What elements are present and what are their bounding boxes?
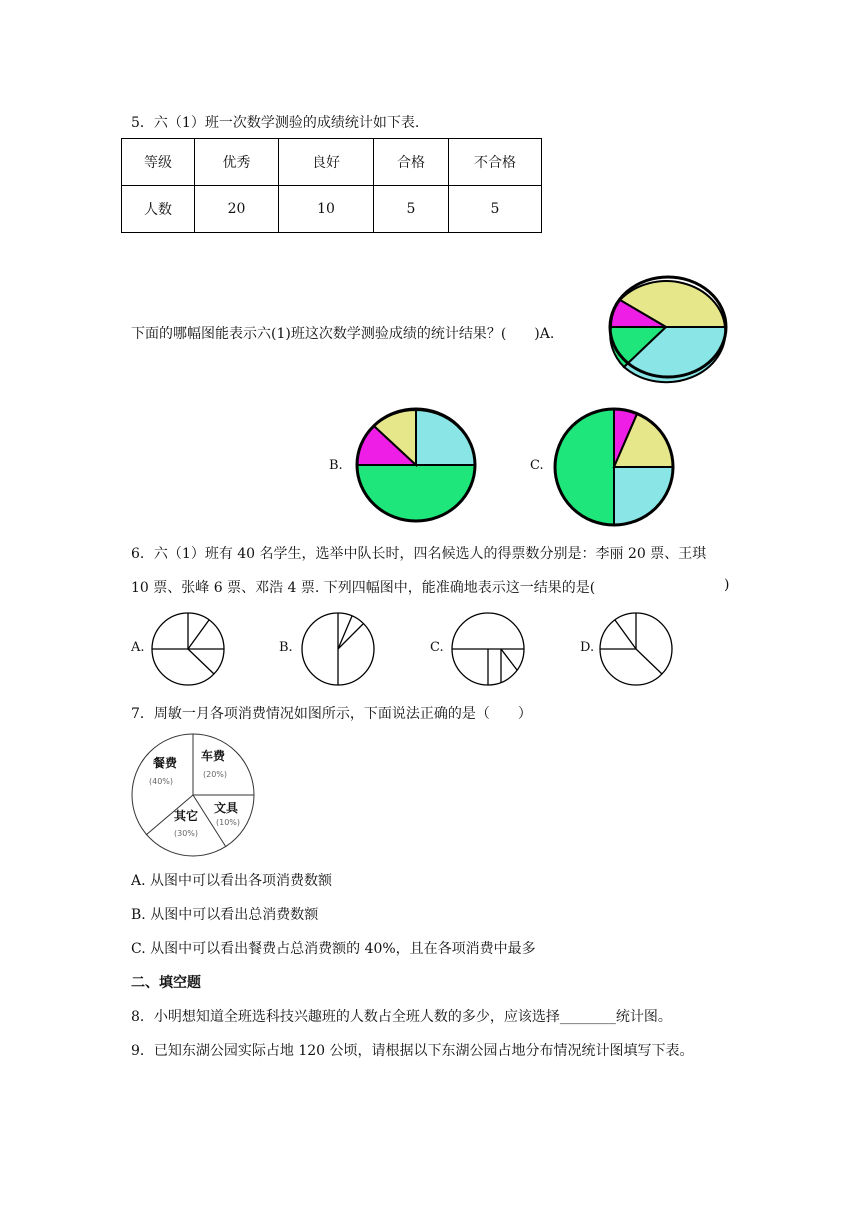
q7-question: 7．周敏一月各项消费情况如图所示，下面说法正确的是（ ） xyxy=(131,706,532,722)
q5-score-table xyxy=(121,138,542,233)
q6-option-d-label: D. xyxy=(580,640,595,655)
q7-label-chefei: 车费 xyxy=(201,749,226,763)
q6-option-c-label: C. xyxy=(430,640,444,655)
table-header-cell: 良好 xyxy=(279,139,374,186)
pie-b-green-slice xyxy=(357,465,475,521)
q7-pct-wenju: (10%) xyxy=(216,818,241,827)
pie-c-green-slice xyxy=(555,409,614,525)
section-heading: 二、填空题 xyxy=(131,975,201,991)
q6-pie-b xyxy=(301,612,377,688)
q8-question: 8．小明想知道全班选科技兴趣班的人数占全班人数的多少，应该选择________统计图。 xyxy=(131,1009,672,1025)
table-cell: 5 xyxy=(449,186,542,233)
q7-choice-a: A. 从图中可以看出各项消费数额 xyxy=(131,873,333,889)
table-cell: 20 xyxy=(195,186,279,233)
table-row xyxy=(122,186,542,233)
q9-question: 9．已知东湖公园实际占地 120 公顷，请根据以下东湖公园占地分布情况统计图填写下表。 xyxy=(131,1043,694,1059)
q6-pie-c xyxy=(451,612,527,688)
table-header-cell: 不合格 xyxy=(449,139,542,186)
q5-question: 5．六（1）班一次数学测验的成绩统计如下表. xyxy=(131,115,420,131)
table-cell: 10 xyxy=(279,186,374,233)
q7-label-wenju: 文具 xyxy=(214,801,239,815)
q6-line1: 6．六（1）班有 40 名学生，选举中队长时，四名候选人的得票数分别是：李丽 20 票、王琪 xyxy=(131,546,707,562)
table-header-cell: 合格 xyxy=(374,139,449,186)
q7-label-qita: 其它 xyxy=(174,809,199,823)
q5-option-b-label: B. xyxy=(329,458,343,473)
q7-choice-b: B. 从图中可以看出总消费数额 xyxy=(131,907,319,923)
q6-pie-d xyxy=(599,612,675,688)
table-row xyxy=(122,139,542,186)
table-cell: 5 xyxy=(374,186,449,233)
q5-pie-c xyxy=(555,409,675,529)
table-header-cell: 等级 xyxy=(122,139,195,186)
q5-pie-b xyxy=(357,409,477,529)
q7-pct-chefei: (20%) xyxy=(203,770,228,779)
q5-option-c-label: C. xyxy=(530,458,544,473)
q7-pct-qita: (30%) xyxy=(174,829,199,838)
q6-line2: 10 票、张峰 6 票、邓浩 4 票. 下列四幅图中，能准确地表示这一结果的是( xyxy=(131,580,596,596)
q7-label-canfei: 餐费 xyxy=(153,756,178,770)
q6-option-a-label: A. xyxy=(131,640,145,655)
q5-prompt: 下面的哪幅图能表示六(1)班这次数学测验成绩的统计结果？( )A. xyxy=(131,326,555,342)
q6-pie-a xyxy=(151,612,227,688)
table-header-cell: 优秀 xyxy=(195,139,279,186)
q6-line2-end: ) xyxy=(724,577,730,593)
q7-choice-c: C. 从图中可以看出餐费占总消费额的 40%，且在各项消费中最多 xyxy=(131,941,536,957)
q7-expense-pie xyxy=(131,737,256,857)
q5-pie-a xyxy=(610,280,730,400)
q7-pct-canfei: (40%) xyxy=(149,777,174,786)
q6-option-b-label: B. xyxy=(279,640,293,655)
table-row-label: 人数 xyxy=(122,186,195,233)
